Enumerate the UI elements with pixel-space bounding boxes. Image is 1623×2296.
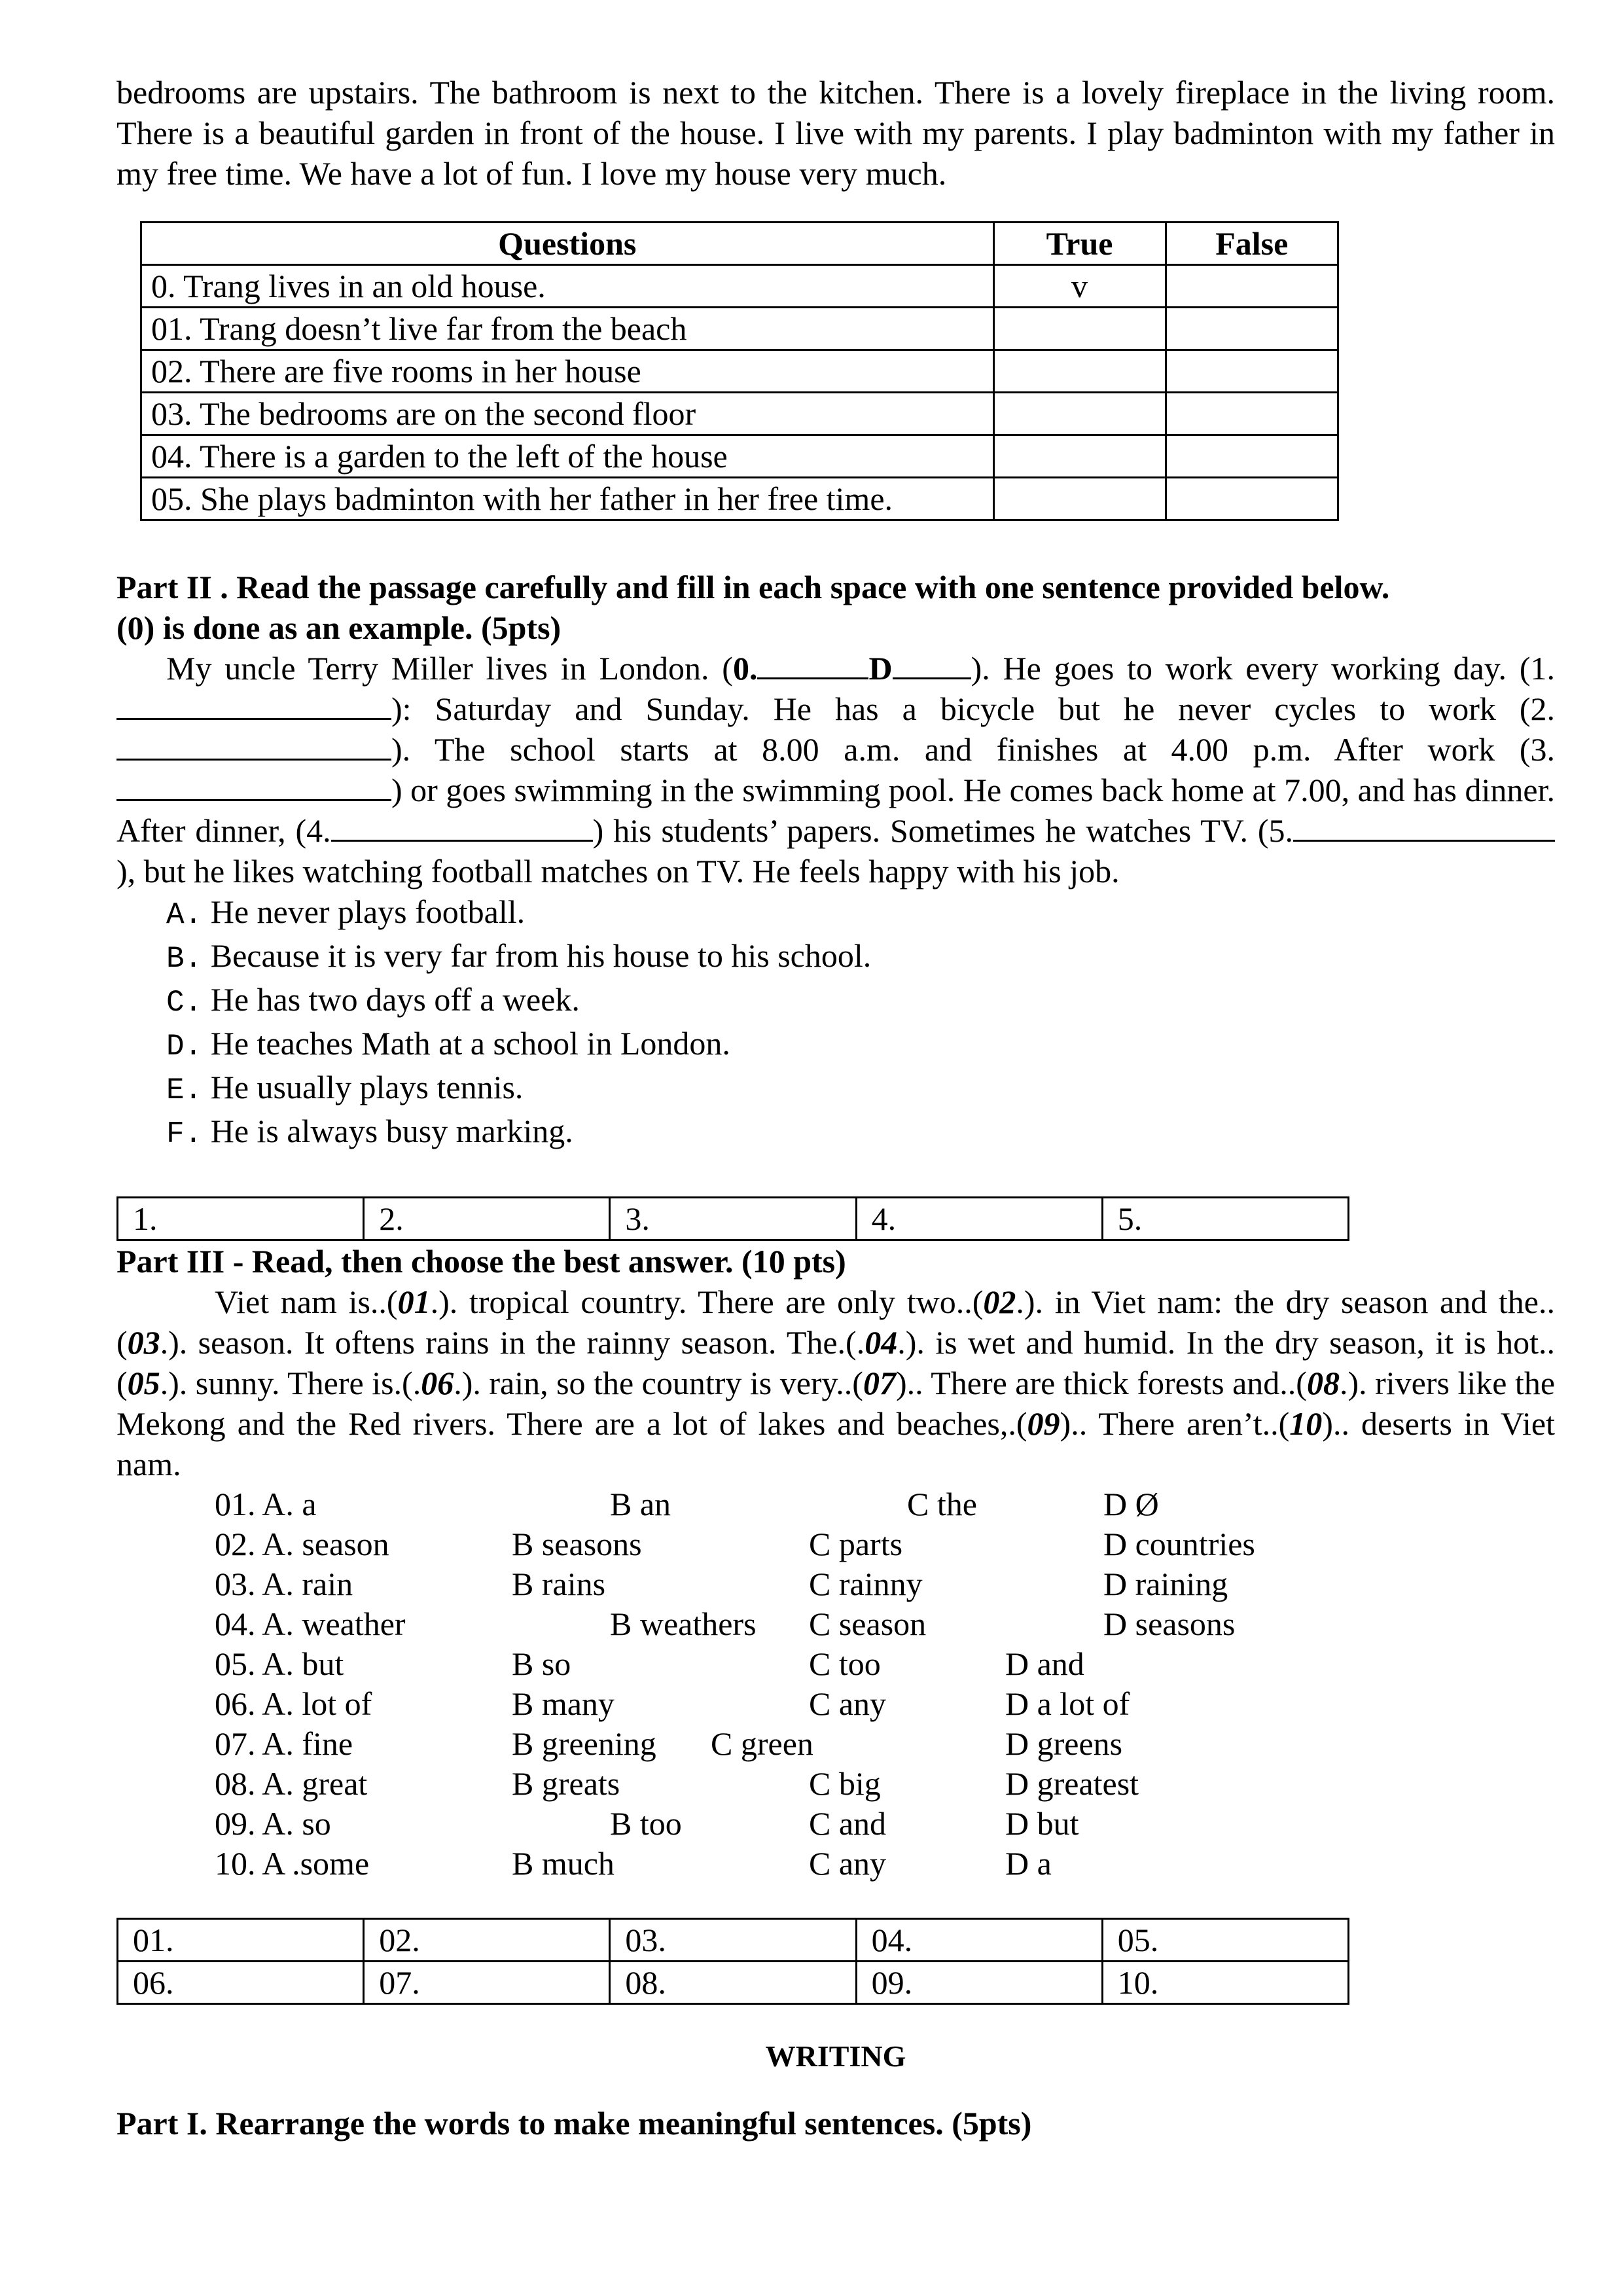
false-answer-cell[interactable] — [1166, 350, 1338, 393]
choice-d[interactable]: D seasons — [1103, 1605, 1236, 1642]
choice-d[interactable]: D Ø — [1103, 1486, 1159, 1522]
option-letter: F. — [166, 1117, 203, 1151]
choice-b[interactable]: B greening — [512, 1725, 656, 1762]
passage-text: ). The school starts at 8.00 a.m. and finishes at 4.00 p.m. After work (3. — [391, 731, 1555, 768]
answer-cell-07[interactable]: 07. — [364, 1962, 610, 2004]
table-row — [141, 435, 1338, 478]
choice-b[interactable]: B seasons — [512, 1526, 642, 1562]
blank-number: 08 — [1306, 1365, 1340, 1401]
choice-b[interactable]: B so — [512, 1645, 571, 1682]
choice-a[interactable]: 06. A. lot of — [215, 1685, 372, 1722]
part2-heading-line2: (0) is done as an example. (5pts) — [116, 609, 562, 646]
true-answer-cell[interactable] — [993, 350, 1166, 393]
blank-number: 06 — [421, 1365, 454, 1401]
false-answer-cell[interactable] — [1166, 435, 1338, 478]
table-row — [118, 1198, 1349, 1240]
passage-text: ).. There are thick forests and..( — [895, 1365, 1307, 1401]
example-blank-left — [757, 649, 868, 679]
part2-passage — [116, 648, 1555, 891]
choice-c[interactable]: C any — [809, 1685, 887, 1722]
choice-a[interactable]: 08. A. great — [215, 1765, 368, 1802]
choice-a[interactable]: 07. A. fine — [215, 1725, 353, 1762]
answer-cell-03[interactable]: 03. — [610, 1919, 856, 1962]
question-text: 03. The bedrooms are on the second floor — [141, 393, 994, 435]
choice-c[interactable]: C big — [809, 1765, 881, 1802]
option-text: He never plays football. — [210, 893, 526, 930]
false-answer-cell[interactable] — [1166, 308, 1338, 350]
choice-d[interactable]: D raining — [1103, 1566, 1228, 1602]
true-answer-cell[interactable] — [993, 435, 1166, 478]
option-letter: B. — [166, 942, 203, 976]
choice-d[interactable]: D but — [1005, 1805, 1079, 1842]
part3-answer-table — [116, 1918, 1349, 2005]
question-text: 04. There is a garden to the left of the house — [141, 435, 994, 478]
answer-cell-04[interactable]: 04. — [856, 1919, 1102, 1962]
list-item — [166, 979, 1555, 1023]
passage-text: ). He goes to work every working day. (1. — [971, 650, 1555, 687]
option-text: He is always busy marking. — [210, 1113, 573, 1149]
choice-b[interactable]: B rains — [512, 1566, 606, 1602]
answer-cell-4[interactable]: 4. — [856, 1198, 1102, 1240]
blank-2[interactable] — [116, 730, 391, 761]
choice-a[interactable]: 03. A. rain — [215, 1566, 353, 1602]
choice-d[interactable]: D countries — [1103, 1526, 1255, 1562]
true-answer-cell[interactable] — [993, 308, 1166, 350]
worksheet-page — [116, 72, 1555, 2144]
questions-header: Questions — [141, 223, 994, 265]
part2-heading-line1: Part II . Read the passage carefully and fill in each space with one sentence provided below. — [116, 569, 1390, 605]
table-row — [141, 393, 1338, 435]
table-row — [118, 1919, 1349, 1962]
answer-cell-06[interactable]: 06. — [118, 1962, 364, 2004]
option-text: He has two days off a week. — [210, 981, 580, 1018]
list-item — [166, 891, 1555, 935]
false-answer-cell[interactable] — [1166, 265, 1338, 308]
choice-a[interactable]: 02. A. season — [215, 1526, 389, 1562]
option-letter: E. — [166, 1073, 203, 1107]
true-false-table — [140, 221, 1339, 521]
list-item — [166, 1023, 1555, 1067]
choice-d[interactable]: D and — [1005, 1645, 1084, 1682]
blank-4[interactable] — [331, 811, 593, 842]
blank-number: 05 — [127, 1365, 160, 1401]
true-header: True — [993, 223, 1166, 265]
list-item — [166, 1067, 1555, 1111]
option-letter: A. — [166, 898, 203, 932]
question-text: 02. There are five rooms in her house — [141, 350, 994, 393]
passage-text: .). sunny. There is.(. — [160, 1365, 421, 1401]
table-row — [141, 350, 1338, 393]
true-answer-cell[interactable]: v — [993, 265, 1166, 308]
passage-text: ) his students’ papers. Sometimes he watches TV. (5. — [592, 812, 1293, 849]
blank-3[interactable] — [116, 770, 391, 801]
choice-a[interactable]: 05. A. but — [215, 1645, 344, 1682]
question-row — [215, 1844, 1555, 1884]
answer-cell-5[interactable]: 5. — [1102, 1198, 1348, 1240]
choice-d[interactable]: D greens — [1005, 1725, 1123, 1762]
question-text: 05. She plays badminton with her father in her free time. — [141, 478, 994, 520]
answer-cell-10[interactable]: 10. — [1102, 1962, 1348, 2004]
choice-a[interactable]: 04. A. weather — [215, 1605, 406, 1642]
blank-number: 10 — [1289, 1405, 1323, 1442]
passage-text: ).. There aren’t..( — [1060, 1405, 1290, 1442]
passage-text: ).. deserts in Viet nam. — [116, 1405, 1556, 1482]
choice-c[interactable]: C green — [711, 1725, 813, 1762]
choice-a[interactable]: 09. A. so — [215, 1805, 331, 1842]
answer-cell-08[interactable]: 08. — [610, 1962, 856, 2004]
choice-c[interactable]: C the — [907, 1486, 977, 1522]
question-row — [215, 1764, 1555, 1804]
false-header: False — [1166, 223, 1338, 265]
question-row — [215, 1644, 1555, 1684]
answer-cell-3[interactable]: 3. — [610, 1198, 856, 1240]
question-row — [215, 1604, 1555, 1644]
choice-b[interactable]: B too — [610, 1805, 682, 1842]
passage-text: .). season. It oftens rains in the rainny season. The.(. — [160, 1324, 865, 1361]
question-row — [215, 1524, 1555, 1564]
false-answer-cell[interactable] — [1166, 478, 1338, 520]
table-row — [118, 1962, 1349, 2004]
reading-passage-intro: bedrooms are upstairs. The bathroom is next to the kitchen. There is a lovely fireplace in the living room. There is a beautiful garden in front of the house. I live with my parents. I play badminton with my father in my free time. We have a lot of fun. I love my house very much. — [116, 74, 1555, 192]
part3-passage — [116, 1282, 1555, 1484]
choice-b[interactable]: B weathers — [610, 1605, 757, 1642]
passage-text: .). is wet and humid. In the dry season, it is hot..( — [116, 1324, 1555, 1401]
answer-cell-09[interactable]: 09. — [856, 1962, 1102, 2004]
true-answer-cell[interactable] — [993, 478, 1166, 520]
part3-choices — [215, 1484, 1555, 1884]
answer-cell-02[interactable]: 02. — [364, 1919, 610, 1962]
example-number: 0. — [732, 650, 758, 687]
choice-d[interactable]: D a — [1005, 1845, 1052, 1882]
writing-title: WRITING — [765, 2039, 906, 2073]
table-row — [141, 308, 1338, 350]
choice-c[interactable]: C and — [809, 1805, 887, 1842]
example-answer: D — [868, 650, 893, 687]
passage-text: .). tropical country. There are only two..( — [430, 1283, 984, 1320]
choice-d[interactable]: D greatest — [1005, 1765, 1139, 1802]
blank-number: 04 — [865, 1324, 898, 1361]
part2-answer-table — [116, 1196, 1349, 1241]
passage-text: My uncle Terry Miller lives in London. ( — [166, 650, 733, 687]
passage-text: .). rivers like the Mekong and the Red rivers. There are a lot of lakes and beaches,.( — [116, 1365, 1556, 1442]
blank-1[interactable] — [116, 689, 391, 720]
true-false-header-row — [141, 223, 1338, 265]
choice-b[interactable]: B an — [610, 1486, 671, 1522]
choice-c[interactable]: C season — [809, 1605, 927, 1642]
blank-number: 03 — [127, 1324, 160, 1361]
question-row — [215, 1684, 1555, 1724]
passage-text: ) or goes swimming in the swimming pool. He comes back home at 7.00, and has dinner. After dinner, (4. — [116, 772, 1555, 849]
question-text: 01. Trang doesn’t live far from the beach — [141, 308, 994, 350]
blank-number: 07 — [863, 1365, 896, 1401]
question-row — [215, 1804, 1555, 1844]
option-text: He teaches Math at a school in London. — [210, 1025, 730, 1062]
example-blank-right — [893, 649, 971, 679]
writing-part1-heading: Part I. Rearrange the words to make meaningful sentences. (5pts) — [116, 2105, 1032, 2142]
question-row — [215, 1724, 1555, 1764]
choice-b[interactable]: B many — [512, 1685, 615, 1722]
passage-text: .). rain, so the country is very..( — [454, 1365, 863, 1401]
choice-a[interactable]: 10. A .some — [215, 1845, 370, 1882]
answer-cell-05[interactable]: 05. — [1102, 1919, 1348, 1962]
answer-cell-2[interactable]: 2. — [364, 1198, 610, 1240]
table-row — [141, 478, 1338, 520]
false-answer-cell[interactable] — [1166, 393, 1338, 435]
option-letter: D. — [166, 1030, 203, 1064]
list-item — [166, 935, 1555, 979]
option-text: Because it is very far from his house to his school. — [210, 937, 872, 974]
answer-cell-1[interactable]: 1. — [118, 1198, 364, 1240]
blank-number: 09 — [1027, 1405, 1060, 1442]
question-row — [215, 1484, 1555, 1524]
blank-number: 01 — [397, 1283, 431, 1320]
choice-b[interactable]: B greats — [512, 1765, 620, 1802]
passage-text: Viet nam is..( — [215, 1283, 398, 1320]
passage-text: .). in Viet nam: the dry season and the..( — [116, 1283, 1555, 1361]
table-row — [141, 265, 1338, 308]
choice-b[interactable]: B much — [512, 1845, 615, 1882]
passage-text: ): Saturday and Sunday. He has a bicycle but he never cycles to work (2. — [391, 691, 1555, 727]
blank-5[interactable] — [1293, 811, 1555, 842]
true-answer-cell[interactable] — [993, 393, 1166, 435]
question-text: 0. Trang lives in an old house. — [141, 265, 994, 308]
blank-number: 02 — [983, 1283, 1016, 1320]
choice-a[interactable]: 01. A. a — [215, 1486, 317, 1522]
question-row — [215, 1564, 1555, 1604]
option-letter: C. — [166, 986, 203, 1020]
part2-options-list — [166, 891, 1555, 1155]
choice-c[interactable]: C any — [809, 1845, 887, 1882]
choice-c[interactable]: C parts — [809, 1526, 903, 1562]
choice-d[interactable]: D a lot of — [1005, 1685, 1130, 1722]
choice-c[interactable]: C rainny — [809, 1566, 923, 1602]
passage-text: ), but he likes watching football matches on TV. He feels happy with his job. — [116, 853, 1120, 889]
choice-c[interactable]: C too — [809, 1645, 881, 1682]
answer-cell-01[interactable]: 01. — [118, 1919, 364, 1962]
part3-heading: Part III - Read, then choose the best answer. (10 pts) — [116, 1243, 846, 1280]
option-text: He usually plays tennis. — [210, 1069, 524, 1105]
list-item — [166, 1111, 1555, 1155]
